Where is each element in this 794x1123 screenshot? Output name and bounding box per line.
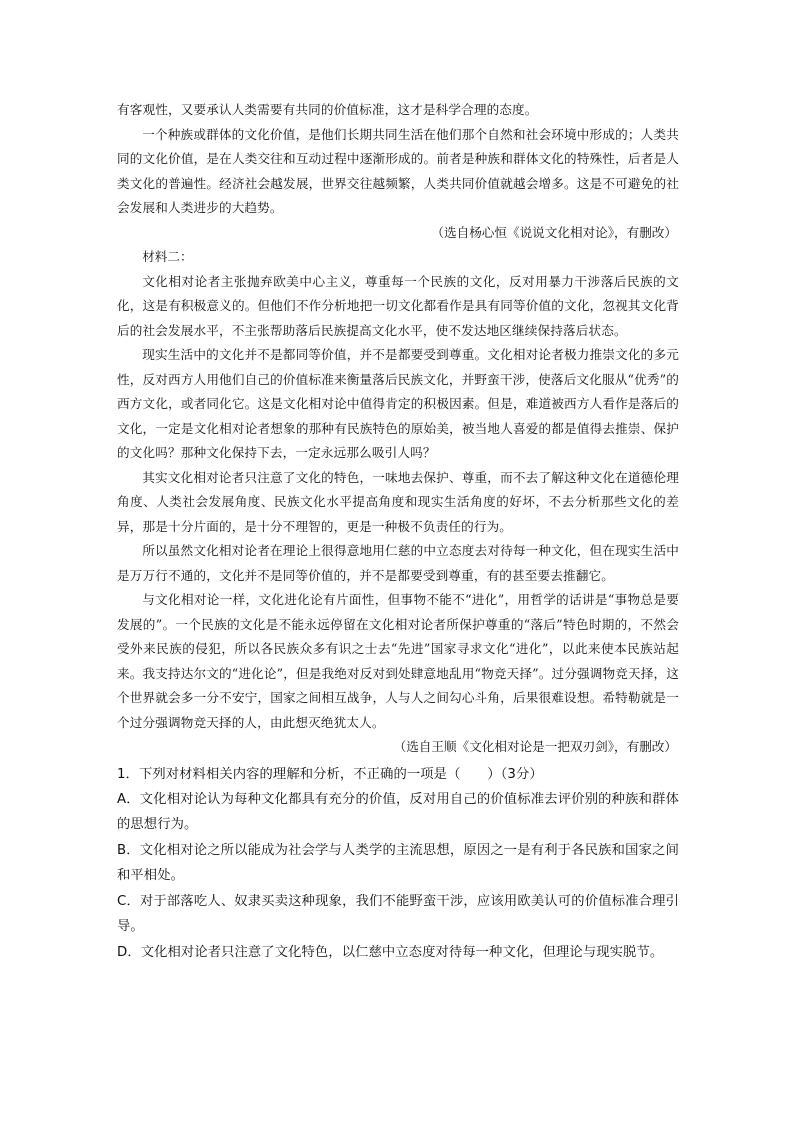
material-2-paragraph-2: 现实生活中的文化并不是都同等价值，并不是都要受到尊重。文化相对论者极力推崇文化的多元性，反对西方人用他们自己的价值标准来衡量落后民族文化，并野蛮干涉，使落后文化服从“优秀”的西方文化，或者同化它。这是文化相对论中值得肯定的积极因素。但是，难道被西方人看作是落后的文化，一定是文化相对论者想象的那种有民族特色的原始美，被当地人喜爱的都是值得去推崇、保护的文化吗？那种文化保持下去，一定永远那么吸引人吗？	[117, 347, 679, 460]
question-stem: 1．下列对材料相关内容的理解和分析，不正确的一项是（ ）（3分）	[117, 766, 543, 782]
material-2-paragraph-4: 所以虽然文化相对论者在理论上很得意地用仁慈的中立态度去对待每一种文化，但在现实生活中是万万行不通的，文化并不是同等价值的，并不是都要受到尊重，有的甚至要去推翻它。	[117, 543, 679, 583]
page-content	[117, 98, 679, 965]
option-a: A．文化相对论认为每种文化都具有充分的价值，反对用自己的价值标准去评价别的种族和群体的思想行为。	[117, 791, 679, 832]
material-2-label: 材料二：	[142, 249, 193, 264]
option-c: C．对于部落吃人、奴隶买卖这种现象，我们不能野蛮干涉，应该用欧美认可的价值标准合理引导。	[117, 893, 679, 934]
source-citation-1: （选自杨心恒《说说文化相对论》，有删改）	[431, 224, 677, 240]
option-d: D．文化相对论者只注意了文化特色，以仁慈中立态度对待每一种文化，但理论与现实脱节。	[117, 944, 664, 960]
material-2-paragraph-3: 其实文化相对论者只注意了文化的特色，一味地去保护、尊重，而不去了解这种文化在道德伦理角度、人类社会发展角度、民族文化水平提高角度和现实生活角度的好坏，不去分析那些文化的差异，那是十分片面的，是十分不理智的，更是一种极不负责任的行为。	[117, 469, 679, 534]
passage-paragraph-cultural-values: 一个种族或群体的文化价值，是他们长期共同生活在他们那个自然和社会环境中形成的；人类共同的文化价值，是在人类交往和互动过程中逐渐形成的。前者是种族和群体文化的特殊性，后者是人类文化的普遍性。经济社会越发展，世界交往越频繁，人类共同价值就越会增多。这是不可避免的社会发展和人类进步的大趋势。	[117, 126, 679, 215]
material-2-paragraph-5: 与文化相对论一样，文化进化论有片面性，但事物不能不“进化”，用哲学的话讲是“事物总是要发展的”。一个民族的文化是不能永远停留在文化相对论者所保护尊重的“落后”特色时期的，不然会受外来民族的侵犯，所以各民族众多有识之士去“先进”国家寻求文化“进化”，以此来使本民族站起来。我支持达尔文的“进化论”，但是我绝对反对到处肆意地乱用“物竞天择”。过分强调物竞天择，这个世界就会多一分不安宁，国家之间相互战争，人与人之间勾心斗角，后果很难设想。希特勒就是一个过分强调物竞天择的人，由此想灭绝犹太人。	[117, 592, 679, 730]
material-2-paragraph-1: 文化相对论者主张抛弃欧美中心主义，尊重每一个民族的文化，反对用暴力干涉落后民族的文化，这是有积极意义的。但他们不作分析地把一切文化都看作是具有同等价值的文化，忽视其文化背后的社会发展水平，不主张帮助落后民族提高文化水平，使不发达地区继续保持落后状态。	[117, 273, 679, 338]
question-block	[117, 762, 679, 966]
source-citation-2: （选自王顺《文化相对论是一把双刃剑》，有删改）	[393, 739, 677, 754]
option-b: B．文化相对论之所以能成为社会学与人类学的主流思想，原因之一是有利于各民族和国家之间和平相处。	[117, 842, 679, 883]
passage-paragraph-continuation: 有客观性，又要承认人类需要有共同的价值标准，这才是科学合理的态度。	[117, 102, 538, 117]
